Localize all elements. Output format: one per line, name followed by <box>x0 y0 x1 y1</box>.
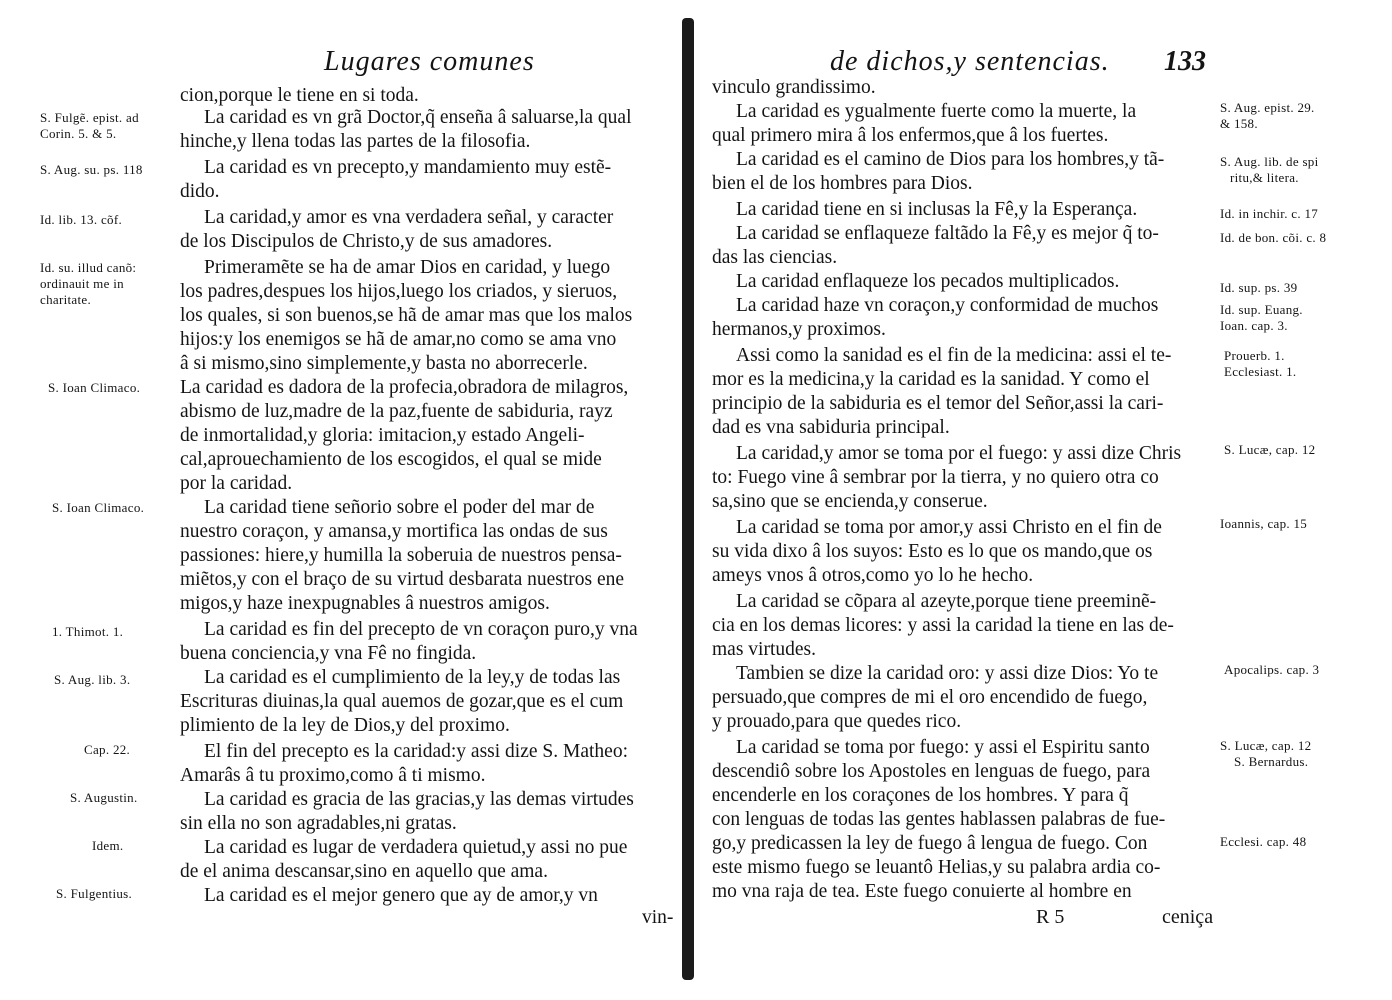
margin-note: S. Fulgẽ. epist. ad <box>40 110 139 125</box>
margin-note: S. Fulgentius. <box>56 886 133 901</box>
text-line: hinche,y llena todas las partes de la filosofia. <box>180 131 531 152</box>
text-line: de los Discipulos de Christo,y de sus amadores. <box>180 231 553 252</box>
book-gutter <box>682 18 694 980</box>
text-line: cion,porque le tiene en si toda. <box>180 85 419 106</box>
text-line: de inmortalidad,y gloria: imitacion,y estado Angeli- <box>180 425 585 446</box>
margin-note: Corin. 5. & 5. <box>40 126 117 141</box>
text-line: los quales, si son buenos,se hã de amar mas que los malos <box>180 305 633 326</box>
margin-note: Ioan. cap. 3. <box>1220 318 1288 333</box>
text-line: La caridad es el cumplimiento de la ley,y de todas las <box>204 667 621 688</box>
text-line: de el anima descansar,sino en aquello que ama. <box>180 861 548 882</box>
margin-note: Prouerb. 1. <box>1224 348 1285 363</box>
text-line: La caridad haze vn coraçon,y conformidad de muchos <box>736 295 1159 316</box>
text-line: descendiô sobre los Apostoles en lenguas de fuego, para <box>712 761 1151 782</box>
text-line: por la caridad. <box>180 473 293 494</box>
text-line: mas virtudes. <box>712 639 816 660</box>
text-line: La caridad se toma por fuego: y assi el Espiritu santo <box>736 737 1150 758</box>
text-line: vinculo grandissimo. <box>712 77 876 98</box>
left-page <box>0 0 684 1000</box>
text-line: La caridad es vn grã Doctor,q̃ enseña â saluarse,la qual <box>204 107 632 128</box>
margin-note: 1. Thimot. 1. <box>52 624 124 639</box>
text-line: passiones: hiere,y humilla la soberuia de nuestros pensa- <box>180 545 622 566</box>
text-line: miẽtos,y con el braço de su virtud desbarata nuestros ene <box>180 569 625 590</box>
text-line: los padres,despues los hijos,luego los criados, y sieruos, <box>180 281 618 302</box>
text-line: bien el de los hombres para Dios. <box>712 173 973 194</box>
text-line: La caridad es dadora de la profecia,obradora de milagros, <box>180 377 629 398</box>
text-line: este mismo fuego se leuantô Helias,y su palabra ardia co- <box>712 857 1161 878</box>
text-line: hermanos,y proximos. <box>712 319 886 340</box>
margin-note: Id. sup. Euang. <box>1220 302 1303 317</box>
text-line: abismo de luz,madre de la paz,fuente de sabiduria, rayz <box>180 401 613 422</box>
text-line: La caridad es vn precepto,y mandamiento muy estẽ- <box>204 157 612 178</box>
text-line: mor es la medicina,y la caridad es la sanidad. Y como el <box>712 369 1150 390</box>
margin-note: & 158. <box>1220 116 1258 131</box>
margin-note: S. Aug. epist. 29. <box>1220 100 1315 115</box>
text-line: Amarâs â tu proximo,como â ti mismo. <box>180 765 486 786</box>
margin-note: S. Bernardus. <box>1234 754 1309 769</box>
margin-note: Ecclesiast. 1. <box>1224 364 1297 379</box>
text-line: con lenguas de todas las gentes hablassen palabras de fue- <box>712 809 1166 830</box>
running-head-right: de dichos,y sentencias. <box>830 46 1110 77</box>
text-line: dido. <box>180 181 220 202</box>
margin-note: Ioannis, cap. 15 <box>1220 516 1308 531</box>
text-line: Escrituras diuinas,la qual auemos de gozar,que es el cum <box>180 691 624 712</box>
margin-note: ordinauit me in <box>40 276 124 291</box>
text-line: persuado,que compres de mi el oro encendido de fuego, <box>712 687 1148 708</box>
text-line: La caridad tiene señorio sobre el poder del mar de <box>204 497 595 518</box>
text-line: su vida dixo â los suyos: Esto es lo que os mando,que os <box>712 541 1153 562</box>
text-line: La caridad es lugar de verdadera quietud,y assi no pue <box>204 837 628 858</box>
margin-note: Id. sup. ps. 39 <box>1220 280 1298 295</box>
margin-note: Id. in inchir. c. 17 <box>1220 206 1319 221</box>
margin-note: Cap. 22. <box>84 742 131 757</box>
margin-note: Id. de bon. cõi. c. 8 <box>1220 230 1327 245</box>
margin-note: Id. lib. 13. cõf. <box>40 212 123 227</box>
text-line: La caridad,y amor es vna verdadera señal, y caracter <box>204 207 614 228</box>
text-line: Tambien se dize la caridad oro: y assi dize Dios: Yo te <box>736 663 1159 684</box>
margin-note: Id. su. illud canõ: <box>40 260 137 275</box>
text-line: migos,y haze inexpugnables â nuestros amigos. <box>180 593 550 614</box>
text-line: go,y predicassen la ley de fuego â lengua de fuego. Con <box>712 833 1148 854</box>
text-line: La caridad,y amor se toma por el fuego: y assi dize Chris <box>736 443 1182 464</box>
text-line: La caridad se cõpara al azeyte,porque tiene preeminẽ- <box>736 591 1157 612</box>
text-line: cia en los demas licores: y assi la caridad la tiene en las de- <box>712 615 1174 636</box>
margin-note: S. Ioan Climaco. <box>52 500 145 515</box>
text-line: plimiento de la ley de Dios,y del proximo. <box>180 715 510 736</box>
margin-note: S. Ioan Climaco. <box>48 380 141 395</box>
signature-mark: R 5 <box>1036 906 1065 928</box>
text-line: â si mismo,sino simplemente,y basta no aborrecerle. <box>180 353 588 374</box>
text-line: sin ella no son agradables,ni gratas. <box>180 813 457 834</box>
text-line: Assi como la sanidad es el fin de la medicina: assi el te- <box>736 345 1172 366</box>
text-line: qual primero mira â los enfermos,que â los fuertes. <box>712 125 1109 146</box>
margin-note: S. Aug. su. ps. 118 <box>40 162 143 177</box>
text-line: La caridad es ygualmente fuerte como la muerte, la <box>736 101 1137 122</box>
text-line: nuestro coraçon, y amansa,y mortifica las ondas de sus <box>180 521 608 542</box>
margin-note: S. Lucæ, cap. 12 <box>1224 442 1316 457</box>
text-line: Primeramẽte se ha de amar Dios en caridad, y luego <box>204 257 611 278</box>
text-line: sa,sino que se encienda,y conserue. <box>712 491 988 512</box>
text-line: mo vna raja de tea. Este fuego conuierte al hombre en <box>712 881 1132 902</box>
text-line: cal,aprouechamiento de los escogidos, el qual se mide <box>180 449 602 470</box>
running-head-left: Lugares comunes <box>324 46 535 77</box>
text-line: principio de la sabiduria es el temor del Señor,assi la cari- <box>712 393 1164 414</box>
text-line: buena conciencia,y vna Fê no fingida. <box>180 643 477 664</box>
text-line: El fin del precepto es la caridad:y assi dize S. Matheo: <box>204 741 628 762</box>
margin-note: S. Aug. lib. de spi <box>1220 154 1319 169</box>
text-line: La caridad enflaqueze los pecados multiplicados. <box>736 271 1120 292</box>
text-line: to: Fuego vine â sembrar por la tierra, y no quiero otra co <box>712 467 1159 488</box>
text-line: La caridad es fin del precepto de vn coraçon puro,y vna <box>204 619 638 640</box>
text-line: La caridad es el camino de Dios para los hombres,y tã- <box>736 149 1165 170</box>
text-line: La caridad se toma por amor,y assi Christo en el fin de <box>736 517 1162 538</box>
page-number: 133 <box>1164 46 1206 77</box>
margin-note: S. Lucæ, cap. 12 <box>1220 738 1312 753</box>
margin-note: Idem. <box>92 838 124 853</box>
margin-note: Apocalips. cap. 3 <box>1224 662 1320 677</box>
text-line: encenderle en los coraçones de los hombres. Y para q̃ <box>712 785 1129 806</box>
catchword-left: vin- <box>642 907 674 928</box>
text-line: La caridad es el mejor genero que ay de amor,y vn <box>204 885 598 906</box>
margin-note: Ecclesi. cap. 48 <box>1220 834 1307 849</box>
margin-note: S. Aug. lib. 3. <box>54 672 131 687</box>
margin-note: charitate. <box>40 292 91 307</box>
text-line: y prouado,para que quedes rico. <box>712 711 962 732</box>
catchword-right: ceniça <box>1162 906 1214 928</box>
text-line: dad es vna sabiduria principal. <box>712 417 950 438</box>
text-line: La caridad tiene en si inclusas la Fê,y la Esperança. <box>736 199 1138 220</box>
margin-note: S. Augustin. <box>70 790 138 805</box>
text-line: ameys vnos â otros,como yo lo he hecho. <box>712 565 1034 586</box>
text-line: hijos:y los enemigos se hã de amar,no como se ama vno <box>180 329 617 350</box>
right-page <box>700 0 1392 1000</box>
text-line: das las ciencias. <box>712 247 838 268</box>
text-line: La caridad es gracia de las gracias,y las demas virtudes <box>204 789 634 810</box>
margin-note: ritu,& litera. <box>1230 170 1299 185</box>
text-line: La caridad se enflaqueze faltãdo la Fê,y es mejor q̃ to- <box>736 223 1159 244</box>
